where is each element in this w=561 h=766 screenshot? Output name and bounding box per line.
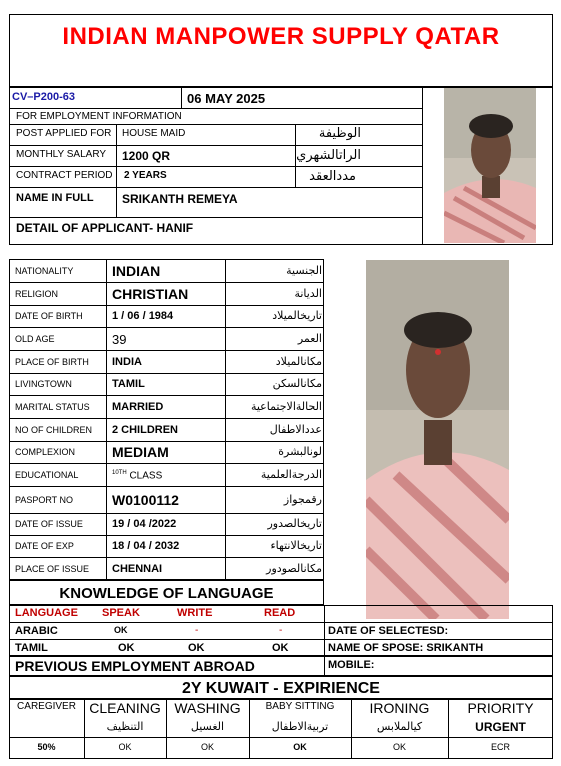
detail-value: TAMIL (112, 378, 145, 390)
employment-section-title: FOR EMPLOYMENT INFORMATION (16, 111, 182, 122)
skill-arabic: الغسيل (190, 720, 225, 733)
salary-value: 1200 QR (122, 149, 171, 163)
applicant-photo-large (366, 260, 509, 619)
skill-arabic: URGENT (475, 720, 526, 734)
detail-arabic: تاريخالميلاد (272, 309, 322, 322)
detail-value: 1 / 06 / 1984 (112, 310, 174, 322)
detail-label: MARITAL STATUS (15, 401, 90, 412)
detail-value (112, 470, 162, 482)
lang-arabic-speak: OK (114, 625, 128, 635)
detail-value-text: CLASS (126, 470, 163, 482)
lang-tamil-read: OK (272, 642, 289, 654)
lang-row-arabic: ARABIC (15, 625, 58, 637)
detail-arabic: الدرجةالعلمية (260, 467, 322, 481)
detail-arabic: رقمجواز (283, 492, 322, 506)
detail-arabic: العمر (297, 331, 322, 345)
post-value: HOUSE MAID (122, 128, 186, 139)
applicant-photo-small (444, 88, 536, 243)
salary-arabic: الراتالشهري (296, 148, 361, 163)
detail-label: DATE OF BIRTH (15, 311, 83, 321)
mobile-label: MOBILE: (328, 659, 375, 671)
lang-header-read: READ (264, 607, 296, 619)
skill-header: BABY SITTING (265, 701, 335, 712)
detail-value: 18 / 04 / 2032 (112, 540, 180, 552)
experience-box (9, 676, 553, 699)
detail-value-sup: 10TH (112, 469, 127, 476)
detail-label: RELIGION (15, 288, 59, 299)
detail-label: NATIONALITY (15, 265, 74, 276)
previous-title: PREVIOUS EMPLOYMENT ABROAD (15, 658, 255, 674)
detail-arabic: تاريخالانتهاء (270, 539, 322, 552)
skill-value: OK (293, 742, 307, 752)
detail-label: COMPLEXION (15, 447, 76, 457)
header-box (9, 14, 553, 87)
detail-label: PASPORT NO (15, 494, 74, 505)
details-table (9, 259, 324, 580)
detail-arabic: الجنسية (286, 263, 322, 277)
detail-value: CHENNAI (112, 562, 163, 575)
detail-value: MARRIED (112, 400, 164, 413)
skill-arabic: كيالملابس (376, 720, 423, 733)
lang-header-language: LANGUAGE (15, 607, 78, 619)
detail-value: 19 / 04 /2022 (112, 518, 177, 530)
skill-header: CAREGIVER (17, 701, 76, 712)
detail-arabic: مكانالميلاد (275, 354, 322, 368)
skill-arabic: تربيةالاطفال (271, 720, 329, 733)
detail-arabic: الديانة (294, 286, 322, 300)
detail-label: DATE OF EXP (15, 541, 74, 551)
contract-value: 2 YEARS (124, 170, 167, 181)
skill-value: OK (200, 742, 214, 752)
language-title: KNOWLEDGE OF LANGUAGE (59, 585, 274, 602)
detail-value: W0100112 (112, 491, 179, 508)
detail-arabic: لونالبشرة (278, 445, 322, 458)
detail-label: PLACE OF ISSUE (15, 563, 90, 574)
lang-arabic-read: - (279, 625, 283, 636)
detail-value: CHRISTIAN (112, 285, 189, 302)
contract-label: CONTRACT PERIOD (16, 170, 113, 181)
cv-date: 06 MAY 2025 (187, 91, 266, 106)
skill-header: WASHING (174, 700, 241, 716)
detail-arabic: مكانالصودور (266, 561, 322, 575)
detail-value: 39 (112, 331, 127, 347)
lang-header-write: WRITE (177, 607, 213, 619)
detail-arabic: مكانالسكن (272, 377, 322, 390)
skill-header: PRIORITY (467, 700, 534, 716)
detail-value: MEDIAM (112, 444, 169, 460)
agency-title: INDIAN MANPOWER SUPPLY QATAR (62, 23, 500, 50)
detail-label: DATE OF ISSUE (15, 519, 83, 529)
language-title-box (9, 580, 324, 605)
skill-value: ECR (490, 742, 510, 752)
lang-arabic-write: - (195, 625, 199, 636)
skill-value: 50% (37, 742, 56, 752)
lang-header-speak: SPEAK (102, 607, 140, 619)
detail-label: DETAIL OF APPLICANT- HANIF (16, 221, 194, 235)
skill-arabic: التنظيف (106, 720, 144, 733)
salary-label: MONTHLY SALARY (16, 149, 107, 160)
spouse-name: NAME OF SPOSE: SRIKANTH (328, 642, 484, 654)
detail-label: EDUCATIONAL (15, 469, 79, 480)
name-value: SRIKANTH REMEYA (122, 192, 238, 206)
detail-label: NO OF CHILDREN (15, 424, 93, 435)
post-label: POST APPLIED FOR (16, 128, 112, 139)
detail-arabic: الحالةالاجتماعية (250, 399, 322, 413)
name-label: NAME IN FULL (16, 192, 94, 204)
cv-ref: CV–P200-63 (12, 91, 75, 103)
experience-text: 2Y KUWAIT - EXPIRIENCE (182, 680, 380, 697)
post-arabic: الوظيفة (318, 126, 361, 141)
lang-tamil-write: OK (188, 642, 205, 654)
detail-label: LIVINGTOWN (15, 379, 72, 389)
detail-arabic: تاريخالصدور (267, 517, 322, 530)
skill-value: OK (392, 742, 406, 752)
skill-header: CLEANING (89, 700, 161, 716)
date-selected-label: DATE OF SELECTESD: (328, 625, 449, 637)
detail-label: OLD AGE (15, 333, 55, 344)
detail-value: INDIA (112, 355, 142, 368)
detail-label: PLACE OF BIRTH (15, 356, 89, 367)
skill-value: OK (118, 742, 132, 752)
lang-tamil-speak: OK (118, 642, 135, 654)
detail-arabic: عددالاطفال (269, 422, 322, 436)
skill-header: IRONING (369, 700, 430, 716)
detail-value: 2 CHILDREN (112, 423, 179, 436)
detail-value: INDIAN (112, 262, 161, 279)
lang-row-tamil: TAMIL (15, 642, 48, 654)
contract-arabic: مددالعقد (309, 169, 356, 184)
